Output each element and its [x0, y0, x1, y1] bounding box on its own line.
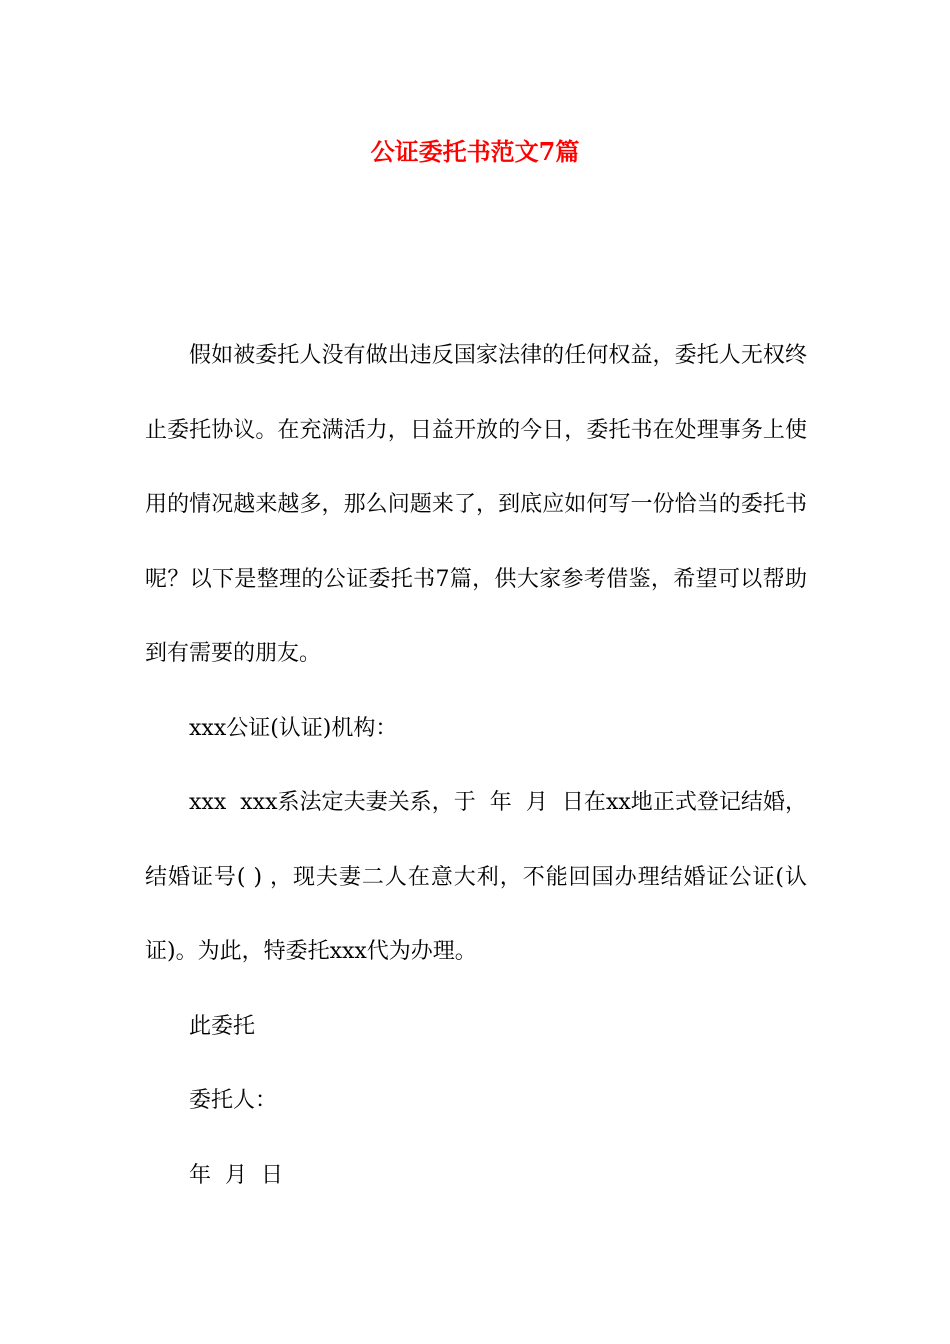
closing-line: 此委托: [189, 1013, 256, 1039]
entrustment-paragraph: xxx xxx系法定夫妻关系，于 年 月 日在xx地正式登记结婚，结婚证号( ) ，现夫妻二人在意大利，不能回国办理结婚证公证(认证)。为此，特委托xxx代为办理。: [145, 790, 807, 964]
addressee-line: xxx公证(认证)机构：: [189, 715, 398, 741]
principal-signature-line: 委托人：: [189, 1088, 278, 1113]
intro-paragraph: 假如被委托人没有做出违反国家法律的任何权益，委托人无权终止委托协议。在充满活力，日益开放的今日，委托书在处理事务上使用的情况越来越多，那么问题来了，到底应如何写一份恰当的委托书呢？以下是整理的公证委托书7篇，供大家参考借鉴，希望可以帮助到有需要的朋友。: [145, 343, 807, 666]
document-body: [145, 319, 807, 1213]
document-title: 公证委托书范文7篇: [370, 137, 580, 166]
date-line: 年 月 日: [189, 1162, 283, 1188]
